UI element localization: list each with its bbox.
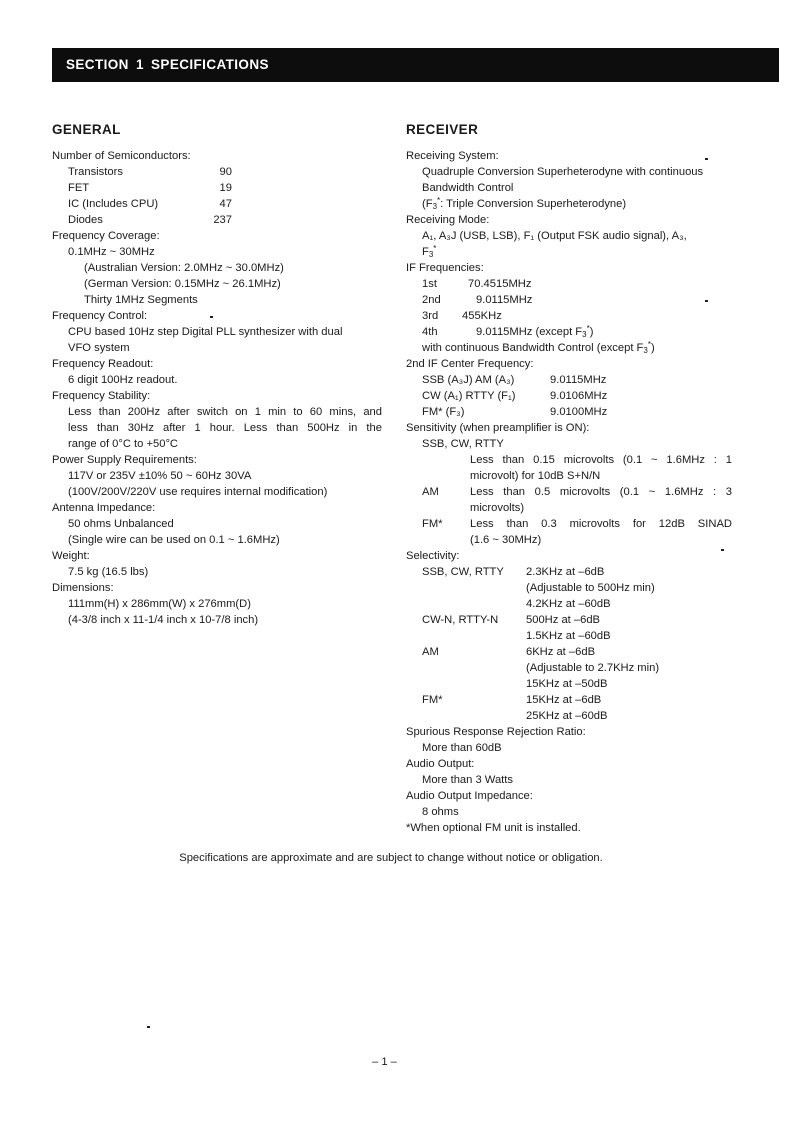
sensitivity-row xyxy=(406,516,732,532)
dimensions-text: 111mm(H) x 286mm(W) x 276mm(D) xyxy=(68,598,251,610)
selectivity-row xyxy=(406,660,732,676)
subscript: 3 xyxy=(432,202,438,211)
semis-value: 90 xyxy=(219,166,232,178)
if-ordinal: 4th xyxy=(422,326,438,338)
freq-stability-text: range of 0°C to +50°C xyxy=(68,438,179,450)
antenna-text: 50 ohms Unbalanced xyxy=(68,518,174,530)
if-row xyxy=(406,276,732,292)
text-part: (F xyxy=(422,198,433,210)
scan-speck xyxy=(721,549,724,551)
center-mode: SSB (A₃J) AM (A₃) xyxy=(422,374,515,386)
power-text: (100V/200V/220V use requires internal modification) xyxy=(68,486,328,498)
selectivity-value: 25KHz at –60dB xyxy=(526,710,608,722)
selectivity-row xyxy=(406,612,732,628)
center-value: 9.0115MHz xyxy=(550,374,607,386)
freq-coverage-german: (German Version: 0.15MHz ~ 26.1MHz) xyxy=(84,278,281,290)
center-value: 9.0106MHz xyxy=(550,390,608,402)
freq-control-text: CPU based 10Hz step Digital PLL synthesizer with dual xyxy=(68,326,343,338)
selectivity-value: 2.3KHz at –6dB xyxy=(526,566,605,578)
receiving-system-text xyxy=(406,196,732,212)
text-part: with continuous Bandwidth Control (except F xyxy=(422,342,644,354)
if-row xyxy=(406,324,732,340)
selectivity-value: 15KHz at –6dB xyxy=(526,694,602,706)
selectivity-row xyxy=(406,644,732,660)
center-row xyxy=(406,404,732,420)
audio-impedance-value: 8 ohms xyxy=(422,806,459,818)
selectivity-row xyxy=(406,596,732,612)
text-part: ) xyxy=(650,342,655,354)
if-row xyxy=(406,292,732,308)
antenna-text: (Single wire can be used on 0.1 ~ 1.6MHz) xyxy=(68,534,280,546)
selectivity-value: 4.2KHz at –60dB xyxy=(526,598,611,610)
freq-coverage-australian: (Australian Version: 2.0MHz ~ 30.0MHz) xyxy=(84,262,284,274)
sensitivity-text: Less than 0.3 microvolts for 12dB SINAD xyxy=(470,518,732,530)
selectivity-value: 1.5KHz at –60dB xyxy=(526,630,611,642)
receiving-system-text: Bandwidth Control xyxy=(422,182,514,194)
scan-speck xyxy=(705,158,708,160)
general-column xyxy=(52,122,382,628)
sensitivity-mode: FM* xyxy=(422,518,443,530)
text-part: ) xyxy=(589,326,594,338)
freq-readout-value: 6 digit 100Hz readout. xyxy=(68,374,178,386)
semis-name: IC (Includes CPU) xyxy=(68,198,159,210)
spurious-value: More than 60dB xyxy=(422,742,502,754)
dimensions-text: (4-3/8 inch x 11-1/4 inch x 10-7/8 inch) xyxy=(68,614,259,626)
selectivity-mode: CW-N, RTTY-N xyxy=(422,614,499,626)
spurious-label: Spurious Response Rejection Ratio: xyxy=(406,726,586,738)
audio-impedance-label: Audio Output Impedance: xyxy=(406,790,533,802)
selectivity-row xyxy=(406,580,732,596)
page-number: – 1 – xyxy=(372,1056,397,1068)
receiving-mode-text: A₁, A₃J (USB, LSB), F₁ (Output FSK audio signal), A₃, xyxy=(422,230,687,242)
semis-row xyxy=(52,196,382,212)
center-mode: CW (A₁) RTTY (F₁) xyxy=(422,390,516,402)
superscript: * xyxy=(586,324,590,333)
if-frequencies-label: IF Frequencies: xyxy=(406,262,484,274)
if-value: 70.4515MHz xyxy=(468,278,532,290)
selectivity-label: Selectivity: xyxy=(406,550,460,562)
fm-unit-footnote: *When optional FM unit is installed. xyxy=(406,822,581,834)
semis-row xyxy=(52,212,382,228)
receiver-column xyxy=(406,122,732,836)
if-ordinal: 1st xyxy=(422,278,437,290)
freq-stability-text: Less than 200Hz after switch on 1 min to 60 mins, and xyxy=(68,406,382,418)
if-bandwidth-note xyxy=(406,340,732,356)
general-title: GENERAL xyxy=(52,122,121,137)
antenna-label: Antenna Impedance: xyxy=(52,502,156,514)
freq-control-text: VFO system xyxy=(68,342,130,354)
selectivity-mode: AM xyxy=(422,646,439,658)
text-part: F xyxy=(422,246,429,258)
semis-name: Diodes xyxy=(68,214,103,226)
sensitivity-mode: AM xyxy=(422,486,439,498)
sensitivity-label: Sensitivity (when preamplifier is ON): xyxy=(406,422,590,434)
freq-coverage-main: 0.1MHz ~ 30MHz xyxy=(68,246,155,258)
receiving-system-text: Quadruple Conversion Superheterodyne with continuous xyxy=(422,166,704,178)
superscript: * xyxy=(433,244,437,253)
center-mode: FM* (F₃) xyxy=(422,406,465,418)
freq-coverage-segments: Thirty 1MHz Segments xyxy=(84,294,198,306)
semis-value: 237 xyxy=(213,214,232,226)
weight-label: Weight: xyxy=(52,550,90,562)
sensitivity-text: microvolts) xyxy=(470,502,525,514)
freq-control-label: Frequency Control: xyxy=(52,310,148,322)
selectivity-value: 500Hz at –6dB xyxy=(526,614,601,626)
subscript: 3 xyxy=(428,250,434,259)
semis-name: Transistors xyxy=(68,166,123,178)
semis-value: 47 xyxy=(219,198,232,210)
receiving-system-label: Receiving System: xyxy=(406,150,499,162)
receiving-mode-text xyxy=(406,244,732,260)
if-ordinal: 3rd xyxy=(422,310,439,322)
selectivity-row xyxy=(406,564,732,580)
power-label: Power Supply Requirements: xyxy=(52,454,197,466)
subscript: 3 xyxy=(643,346,648,355)
power-text: 117V or 235V ±10% 50 ~ 60Hz 30VA xyxy=(68,470,252,482)
if-row xyxy=(406,308,732,324)
scan-speck xyxy=(705,300,708,302)
sensitivity-text: microvolt) for 10dB S+N/N xyxy=(470,470,601,482)
selectivity-row xyxy=(406,628,732,644)
specifications-disclaimer: Specifications are approximate and are subject to change without notice or obligation. xyxy=(179,852,603,864)
superscript: * xyxy=(437,196,441,205)
selectivity-row xyxy=(406,692,732,708)
audio-output-label: Audio Output: xyxy=(406,758,475,770)
selectivity-value: 6KHz at –6dB xyxy=(526,646,596,658)
if-value: 9.0115MHz xyxy=(476,294,533,306)
selectivity-value: (Adjustable to 500Hz min) xyxy=(526,582,655,594)
selectivity-value: 15KHz at –50dB xyxy=(526,678,608,690)
sensitivity-text: Less than 0.5 microvolts (0.1 ~ 1.6MHz : 3 xyxy=(470,486,732,498)
section-header: SECTION 1 SPECIFICATIONS xyxy=(52,48,779,82)
semis-row xyxy=(52,180,382,196)
if-value: 455KHz xyxy=(462,310,502,322)
sensitivity-text: (1.6 ~ 30MHz) xyxy=(470,534,542,546)
if-ordinal: 2nd xyxy=(422,294,441,306)
receiver-title: RECEIVER xyxy=(406,122,479,137)
freq-stability-text: less than 30Hz after 1 hour. Less than 500Hz in the xyxy=(68,422,382,434)
semis-value: 19 xyxy=(219,182,232,194)
semis-name: FET xyxy=(68,182,90,194)
center-row xyxy=(406,388,732,404)
selectivity-mode: FM* xyxy=(422,694,443,706)
scan-speck xyxy=(147,1026,150,1028)
semis-row xyxy=(52,164,382,180)
semis-label: Number of Semiconductors: xyxy=(52,150,191,162)
audio-output-value: More than 3 Watts xyxy=(422,774,513,786)
superscript: * xyxy=(647,340,651,349)
sensitivity-mode: SSB, CW, RTTY xyxy=(422,438,504,450)
dimensions-label: Dimensions: xyxy=(52,582,114,594)
subscript: 3 xyxy=(582,330,587,339)
freq-stability-label: Frequency Stability: xyxy=(52,390,151,402)
selectivity-row xyxy=(406,676,732,692)
freq-coverage-label: Frequency Coverage: xyxy=(52,230,160,242)
weight-value: 7.5 kg (16.5 lbs) xyxy=(68,566,149,578)
sensitivity-text: Less than 0.15 microvolts (0.1 ~ 1.6MHz : 1 xyxy=(470,454,732,466)
center-value: 9.0100MHz xyxy=(550,406,608,418)
scan-speck xyxy=(210,316,213,318)
if-value: 9.0115MHz (except F xyxy=(476,326,583,338)
selectivity-value: (Adjustable to 2.7KHz min) xyxy=(526,662,660,674)
selectivity-row xyxy=(406,708,732,724)
sensitivity-row xyxy=(406,484,732,500)
receiving-mode-label: Receiving Mode: xyxy=(406,214,490,226)
selectivity-mode: SSB, CW, RTTY xyxy=(422,566,504,578)
center-frequency-label: 2nd IF Center Frequency: xyxy=(406,358,534,370)
text-part: : Triple Conversion Superheterodyne) xyxy=(440,198,627,210)
center-row xyxy=(406,372,732,388)
freq-readout-label: Frequency Readout: xyxy=(52,358,154,370)
